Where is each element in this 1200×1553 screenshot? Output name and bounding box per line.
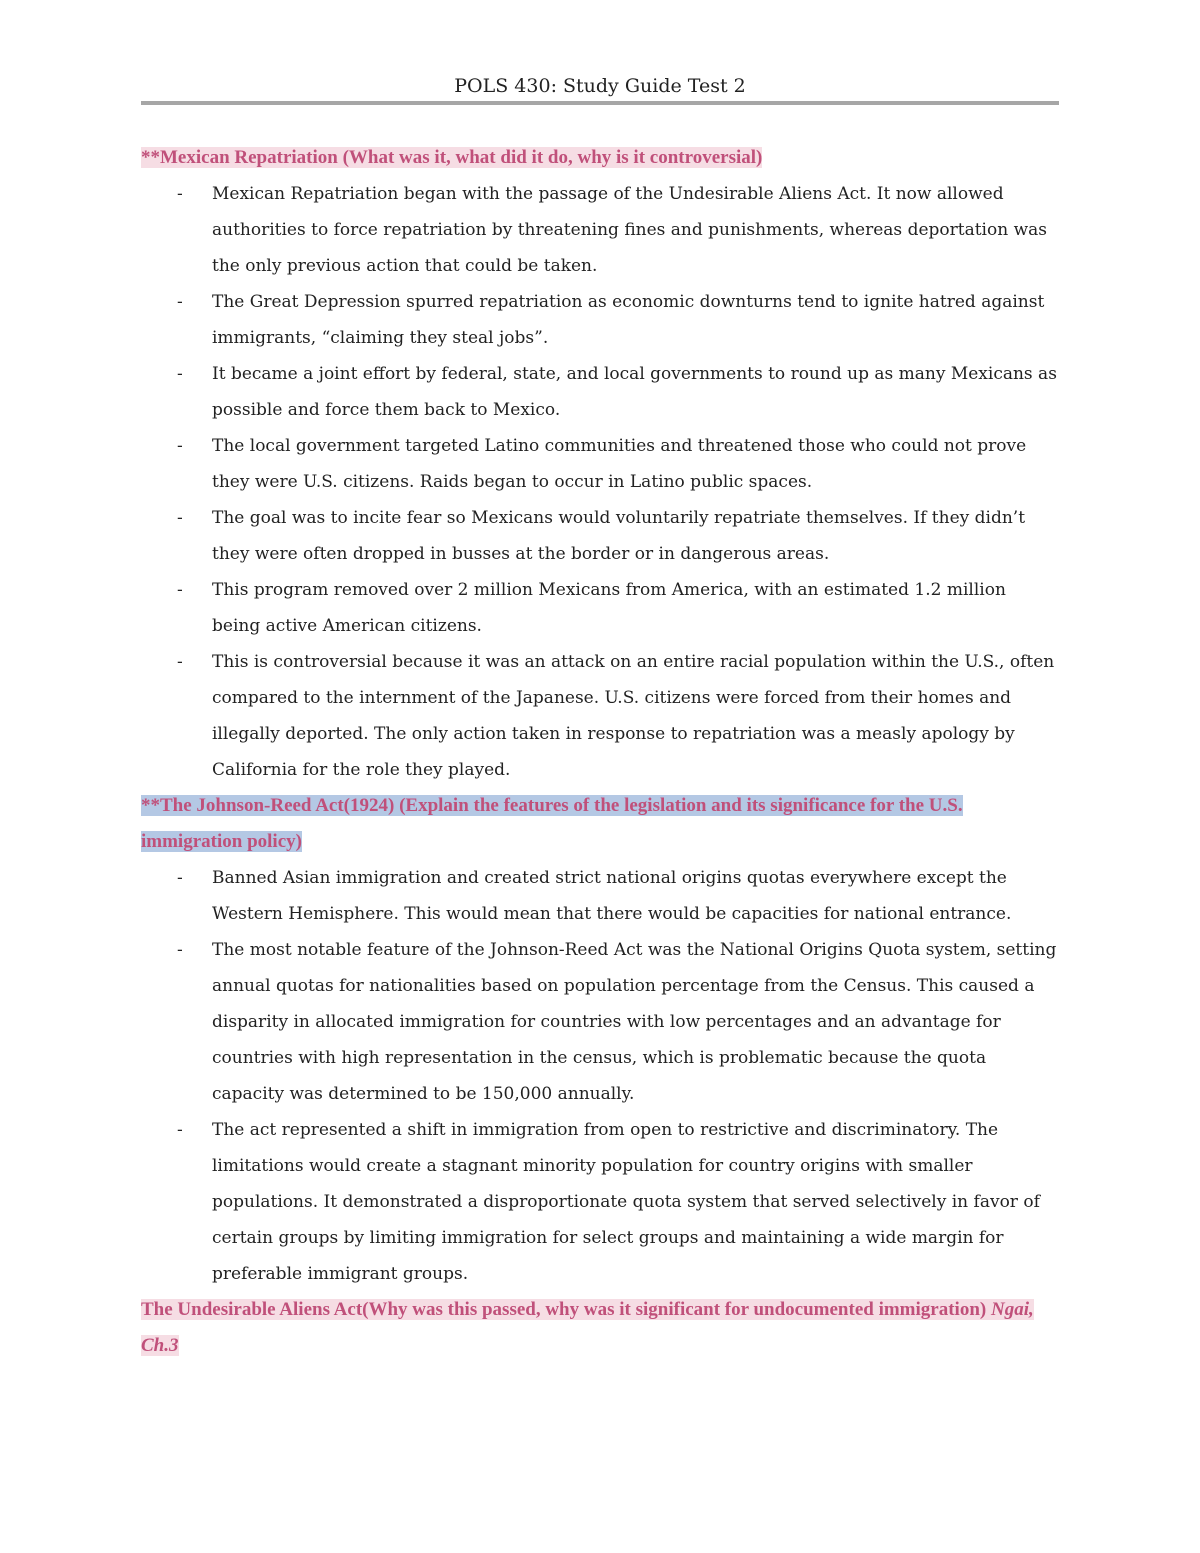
bullet-dash: - bbox=[177, 580, 183, 600]
list-item-text: The local government targeted Latino communities and threatened those who could not prove they were U.S. citizens. Raids began to occur in Latino public spaces. bbox=[212, 436, 1027, 492]
bullet-dash: - bbox=[177, 1120, 183, 1140]
list-item bbox=[141, 932, 1059, 1112]
list-item-text: The most notable feature of the Johnson-Reed Act was the National Origins Quota system, setting annual quotas for nationalities based on population percentage from the Census. This caused a disparity in allocated immigration for countries with low percentages and an advantage for countries with high representation in the census, which is problematic because the quota capacity was determined to be 150,000 annually. bbox=[212, 940, 1057, 1104]
list-item bbox=[141, 860, 1059, 932]
bullet-dash: - bbox=[177, 184, 183, 204]
bullet-dash: - bbox=[177, 652, 183, 672]
bullet-dash: - bbox=[177, 292, 183, 312]
list-item-text: The act represented a shift in immigration from open to restrictive and discriminatory. The limitations would create a stagnant minority population for country origins with smaller populations. It demonstrated a disproportionate quota system that served selectively in favor of certain groups by limiting immigration for select groups and maintaining a wide margin for preferable immigrant groups. bbox=[212, 1120, 1040, 1284]
list-item bbox=[141, 176, 1059, 284]
section-heading-johnson-reed-act bbox=[141, 788, 1059, 860]
bullet-dash: - bbox=[177, 508, 183, 528]
list-item bbox=[141, 644, 1059, 788]
list-item-text: Banned Asian immigration and created strict national origins quotas everywhere except the Western Hemisphere. This would mean that there would be capacities for national entrance. bbox=[212, 868, 1012, 924]
section-heading-text: The Undesirable Aliens Act(Why was this passed, why was it significant for undocumented immigration) bbox=[141, 1299, 987, 1320]
list-item-text: The Great Depression spurred repatriation as economic downturns tend to ignite hatred against immigrants, “claiming they steal jobs”. bbox=[212, 292, 1045, 348]
section-heading-mexican-repatriation bbox=[141, 140, 1059, 176]
document-body bbox=[141, 140, 1059, 1364]
bullet-dash: - bbox=[177, 868, 183, 888]
section-heading-text: **Mexican Repatriation (What was it, what did it do, why is it controversial) bbox=[141, 147, 763, 168]
list-item bbox=[141, 428, 1059, 500]
list-item-text: It became a joint effort by federal, state, and local governments to round up as many Mexicans as possible and force them back to Mexico. bbox=[212, 364, 1057, 420]
section-heading-text: **The Johnson-Reed Act(1924) (Explain the features of the legislation and its significance for the U.S. immigration policy) bbox=[141, 795, 963, 852]
list-item-text: This is controversial because it was an attack on an entire racial population within the U.S., often compared to the internment of the Japanese. U.S. citizens were forced from their homes and illegally deported. The only action taken in response to repatriation was a measly apology by California for the role they played. bbox=[212, 652, 1055, 780]
section-heading-note: Ngai, Ch.3 bbox=[141, 1299, 1034, 1356]
bullet-list-johnson-reed-act bbox=[141, 860, 1059, 1292]
list-item bbox=[141, 500, 1059, 572]
section-heading-highlight bbox=[141, 1299, 1034, 1356]
page-title: POLS 430: Study Guide Test 2 bbox=[454, 75, 746, 97]
list-item bbox=[141, 1112, 1059, 1292]
list-item-text: The goal was to incite fear so Mexicans would voluntarily repatriate themselves. If they didn’t they were often dropped in busses at the border or in dangerous areas. bbox=[212, 508, 1026, 564]
bullet-dash: - bbox=[177, 436, 183, 456]
list-item-text: Mexican Repatriation began with the passage of the Undesirable Aliens Act. It now allowed authorities to force repatriation by threatening fines and punishments, whereas deportation was the only previous action that could be taken. bbox=[212, 184, 1047, 276]
bullet-list-mexican-repatriation bbox=[141, 176, 1059, 788]
section-heading-undesirable-aliens-act bbox=[141, 1292, 1059, 1364]
header-divider bbox=[141, 101, 1059, 105]
list-item bbox=[141, 284, 1059, 356]
list-item bbox=[141, 356, 1059, 428]
list-item bbox=[141, 572, 1059, 644]
list-item-text: This program removed over 2 million Mexicans from America, with an estimated 1.2 million being active American citizens. bbox=[212, 580, 1006, 636]
bullet-dash: - bbox=[177, 940, 183, 960]
bullet-dash: - bbox=[177, 364, 183, 384]
